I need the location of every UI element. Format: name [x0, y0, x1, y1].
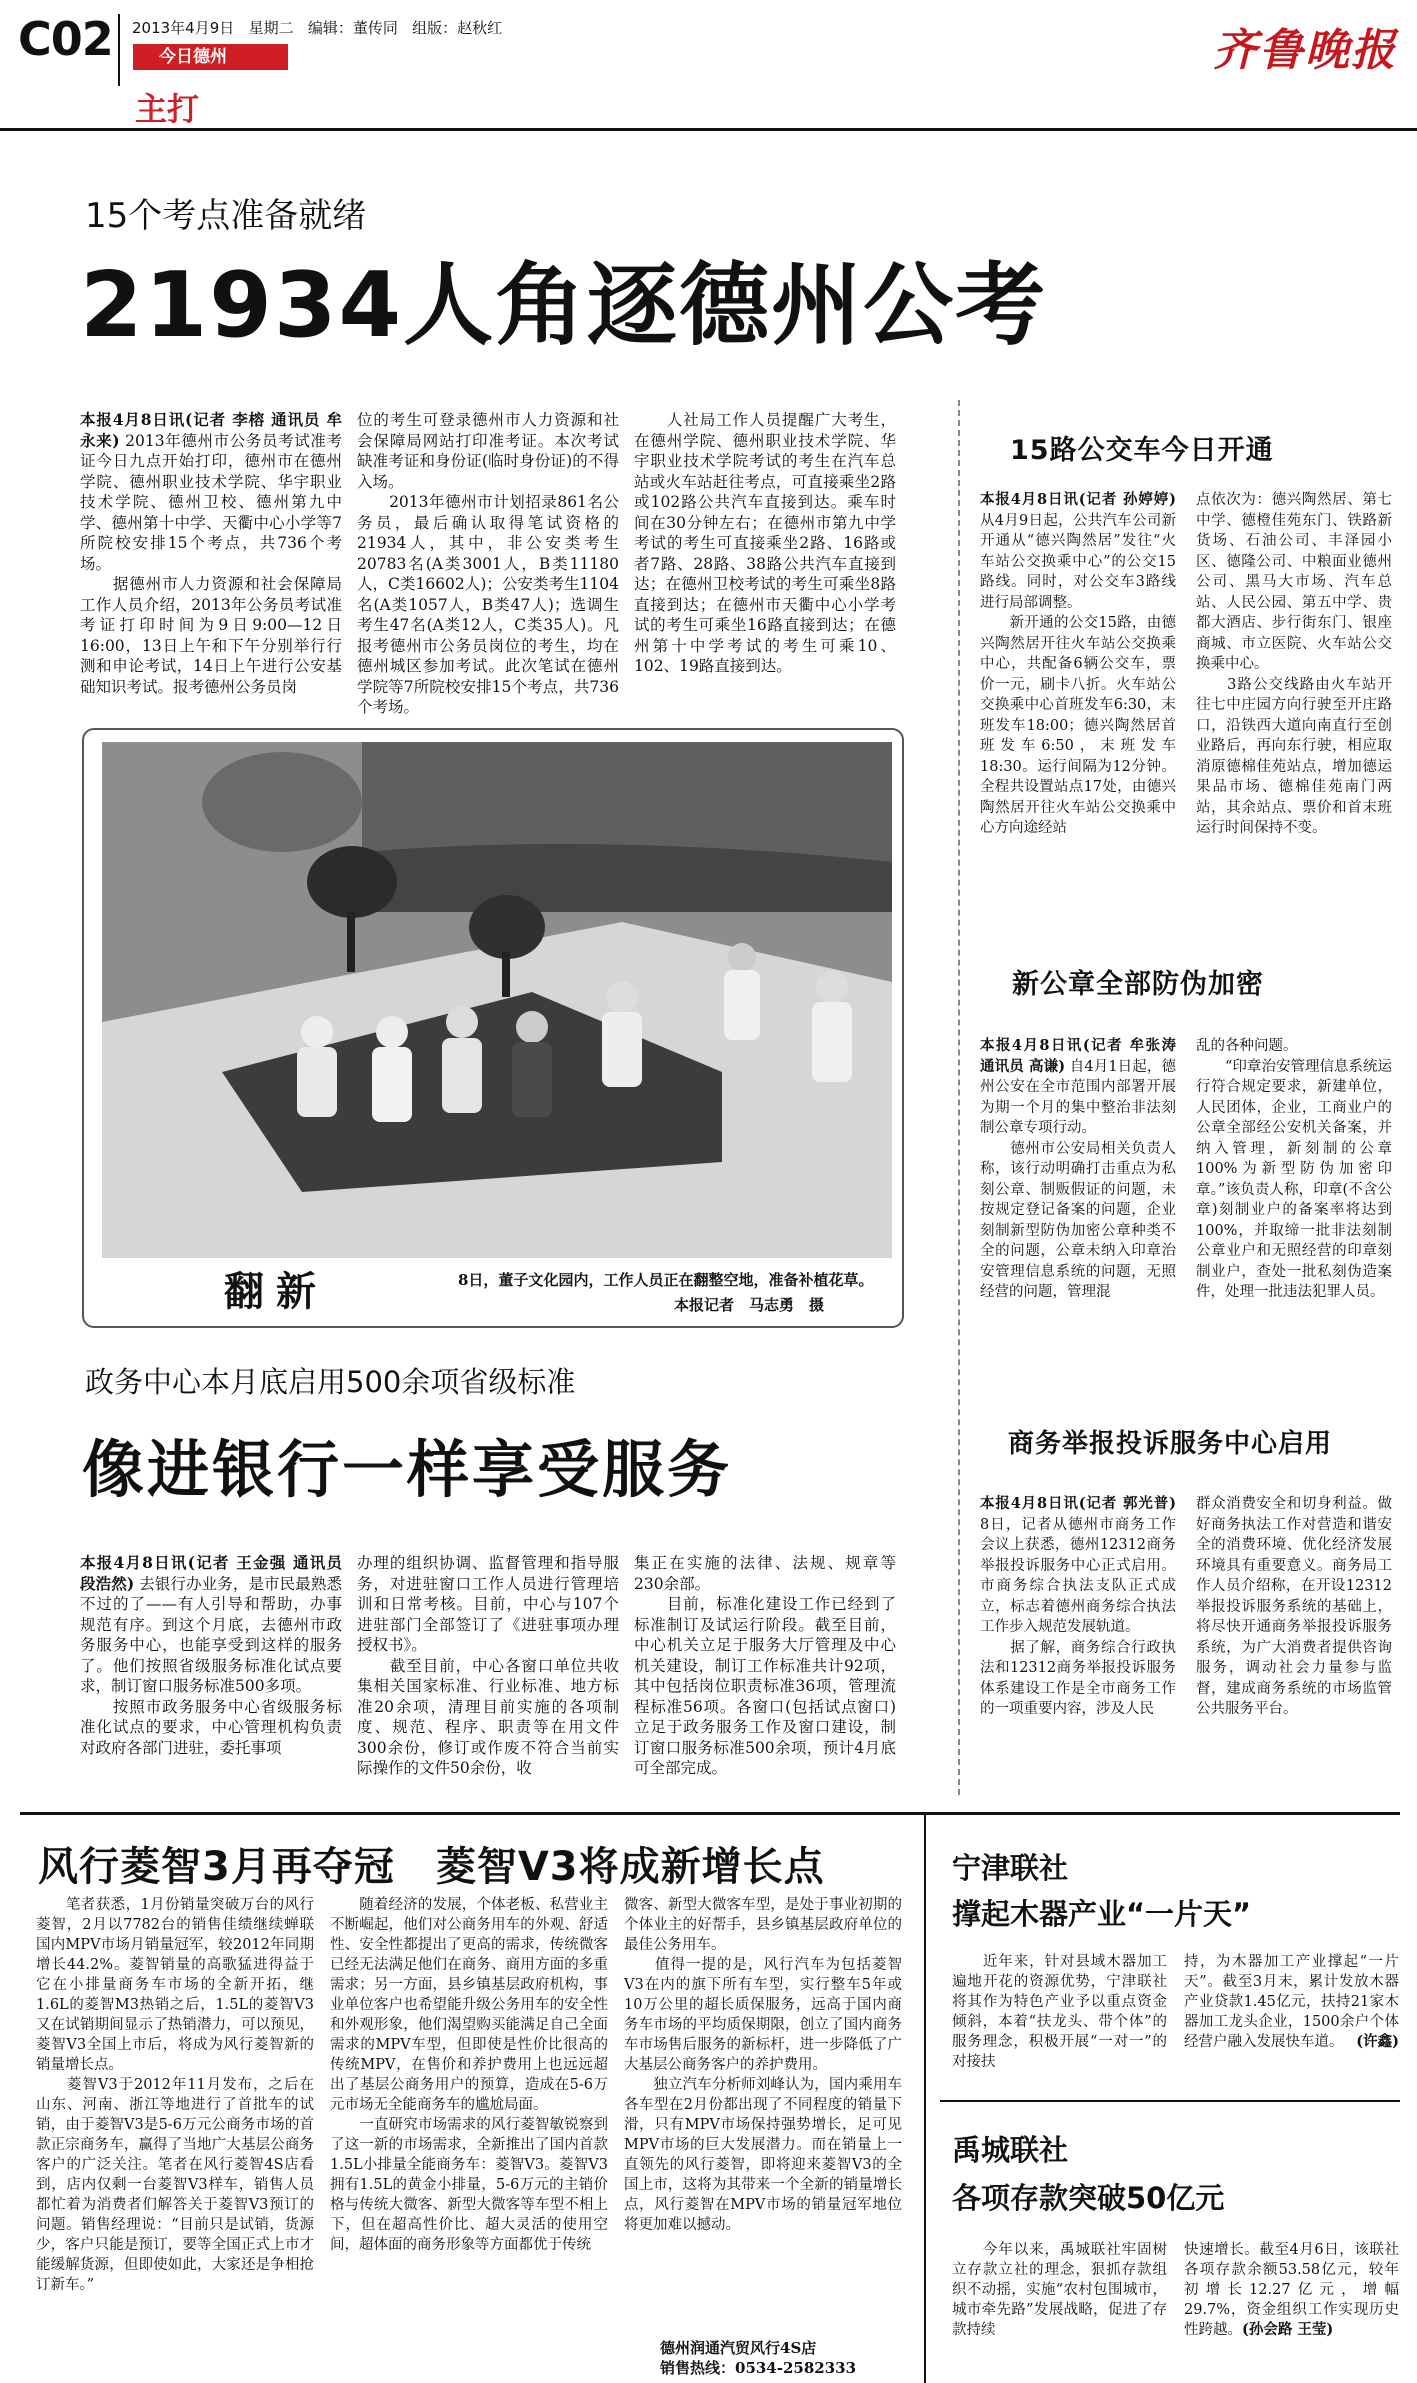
service-headline: 像进银行一样享受服务	[82, 1433, 733, 1506]
seal-col1	[980, 1036, 1176, 1303]
service-col2	[357, 1553, 619, 1779]
service-col1	[80, 1553, 342, 1758]
yucheng-author: (孙会路 王莹)	[1242, 2321, 1334, 2338]
top-story-text-3: 人社局工作人员提醒广大考生，在德州学院、德州职业技术学院、华宇职业技术学院考试的考生在汽车总站或火车站赶往考点，可直接乘坐2路或102路公共汽车直接到达。乘车时间在30分钟左右；在德州市第九中学考试的考生可直接乘坐2路、16路或者7路、28路、38路公共汽车直接到达；在德州卫校考试的考生可乘坐8路直接到达；在德州市天衢中心小学考试的考生可乘坐16路直接到达；在德州第十中学考试的考生可乘10、102、19路直接到达。	[634, 411, 896, 675]
yucheng-text-1: 今年以来，禹城联社牢固树立存款立社的理念，狠抓存款组织不动摇，实施“农村包围城市，城市牵先路”发展战略，促进了存款持续	[952, 2242, 1167, 2338]
section-tag-label: 今日德州	[159, 47, 227, 67]
complaint-col1	[980, 1494, 1176, 1720]
top-story-col1	[80, 410, 342, 697]
ad-col1	[36, 1895, 314, 2295]
masthead-logo: 齐鲁晚报	[1213, 25, 1397, 76]
seal-text-2: 乱的各种问题。 “印章治安管理信息系统运行符合规定要求，新建单位，人民团体，企业，工商业户的公章全部经公安机关备案，并纳入管理，新刻制的公章100%为新型防伪加密印章。”该负责人称，印章(不含公章)刻制业户的备案率将达到100%，并取缔一批非法刻制公章业户和无照经营的印章刻制业户，查处一批私刻伪造案件，处理一批违法犯罪人员。	[1196, 1038, 1392, 1300]
photo-caption: 8日，董子文化园内，工作人员正在翻整空地，准备补植花草。	[458, 1271, 874, 1289]
ningjin-headline: 撑起木器产业“一片天”	[952, 1897, 1252, 1931]
bus-headline: 15路公交车今日开通	[1010, 435, 1274, 466]
bottom-right-divider	[924, 1815, 926, 2383]
yucheng-col1	[952, 2240, 1167, 2340]
service-text-3: 集正在实施的法律、法规、规章等230余部。 目前，标准化建设工作已经到了标准制订及试运行阶段。截至目前，中心机关立足于服务大厅管理及中心机关建设，制订工作标准共计92项，其中包括岗位职责标准36项，管理流程标准56项。各窗口(包括试点窗口)立足于政务服务工作及窗口建设，制订窗口服务标准500余项，预计4月底可全部完成。	[634, 1554, 896, 1777]
top-story-col3	[634, 410, 896, 677]
complaint-text-1: 8日，记者从德州市商务工作会议上获悉，德州12312商务举报投诉服务中心正式启用。市商务综合执法支队正式成立，标志着德州商务综合执法工作步入规范发展轨道。 据了解，商务综合行政执法和12312商务举报投诉服务体系建设工作是全市商务工作的一项重要内容，涉及人民	[980, 1516, 1176, 1717]
section-tag	[133, 44, 288, 70]
ad-col2	[330, 1895, 608, 2255]
ad-dealer: 德州润通汽贸风行4S店	[660, 2339, 817, 2357]
top-story-col2	[357, 410, 619, 718]
header-rule	[0, 128, 1417, 131]
bus-text-1: 从4月9日起，公共汽车公司新开通从“德兴陶然居”发往“火车站公交换乘中心”的公交15路线。同时，对公交车3路线进行局部调整。 新开通的公交15路，由德兴陶然居开往火车站公交换乘中心，共配备6辆公交车，票价一元，刷卡八折。火车站公交换乘中心首班发车6:30，末班发车18:00；德兴陶然居首班发车6:50，末班发车18:30。运行间隔为12分钟。全程共设置站点17处，由德兴陶然居开往火车站公交换乘中心方向途经站	[980, 512, 1176, 836]
service-kicker: 政务中心本月底启用500余项省级标准	[85, 1365, 576, 1399]
complaint-text-2: 群众消费安全和切身利益。做好商务执法工作对营造和谐安全的消费环境、优化经济发展环境具有重要意义。商务局工作人员介绍称，在开设12312举报投诉服务系统的基础上，将尽快开通商务举报投诉服务系统，为广大消费者提供咨询服务，调动社会力量参与监督，建成商务系统的市场监管公共服务平台。	[1196, 1496, 1392, 1717]
ad-headline: 风行菱智3月再夺冠 菱智V3将成新增长点	[38, 1844, 825, 1890]
ningjin-yucheng-rule	[940, 2100, 1400, 2102]
top-story-headline: 21934人角逐德州公考	[80, 253, 1048, 358]
ad-text-3: 微客、新型大微客车型，是处于事业初期的个体业主的好帮手，县乡镇基层政府单位的最佳公务用车。 值得一提的是，风行汽车为包括菱智V3在内的旗下所有车型，实行整车5年或10万公里的超长质保服务，远高于国内商务车市场的平均质保期限，创立了国内商务车市场售后服务的新标杆，进一步降低了广大基层公商务客户的养护费用。 独立汽车分析师刘峰认为，国内乘用车各车型在2月份都出现了不同程度的销量下滑，只有MPV市场保持强势增长，足可见MPV市场的巨大发展潜力。而在销量上一直领先的风行菱智，即将迎来菱智V3的全国上市，这将为其带来一个全新的销量增长点，风行菱智在MPV市场的销量冠军地位将更加难以撼动。	[624, 1897, 902, 2233]
seal-col2	[1196, 1036, 1392, 1303]
top-story-text-1: 2013年德州市公务员考试准考证今日九点开始打印，德州市在德州学院、德州职业技术学院、华宇职业技术学院、德州卫校、德州第九中学、德州第十中学、天衢中心小学等7所院校安排15个考点，共736个考场。 据德州市人力资源和社会保障局工作人员介绍，2013年公务员考试准考证打印时间为9日9:00—12日16:00，13日上午和下午分别举行行测和申论考试，14日上午进行公安基础知识考试。报考德州公务员岗	[80, 431, 342, 696]
ningjin-kicker: 宁津联社	[952, 1851, 1069, 1885]
photo-scene	[102, 742, 892, 1258]
yucheng-kicker: 禹城联社	[952, 2133, 1069, 2167]
service-byline: 本报4月8日讯(记者 王金强 通讯员 段浩然)	[80, 1553, 342, 1593]
right-column-divider	[958, 400, 960, 1795]
complaint-byline: 本报4月8日讯(记者 郭光普)	[980, 1495, 1176, 1512]
bus-byline: 本报4月8日讯(记者 孙婷婷)	[980, 491, 1176, 508]
ad-text-2: 随着经济的发展，个体老板、私营业主不断崛起，他们对公商务用车的外观、舒适性、安全性都提出了更高的需求，传统微客已经无法满足他们在商务、商用方面的多重需求；另一方面，县乡镇基层政府机构，事业单位客户也希望能升级公务用车的安全性和外观形象，他们渴望购买能满足自己全面需求的MPV车型，但即使是性价比很高的传统MPV，在售价和养护费用上也远远超出了基层公商务用户的预算，造成在5-6万元市场无全能商务车的尴尬局面。 一直研究市场需求的风行菱智敏锐察到了这一新的市场需求，全新推出了国内首款1.5L小排量全能商务车：菱智V3。菱智V3拥有1.5L的黄金小排量，5-6万元的主销价格与传统大微客、新型大微客等车型不相上下，但在超高性价比、超大灵活的使用空间，超体面的商务形象等方面都优于传统	[330, 1897, 608, 2253]
ningjin-author: (许鑫)	[1356, 2033, 1399, 2050]
yucheng-text-2: 快速增长。截至4月6日，该联社各项存款余额53.58亿元，较年初增长12.27亿元，增幅29.7%，资金组织工作实现历史性跨越。	[1184, 2242, 1399, 2338]
service-text-2: 办理的组织协调、监督管理和指导服务，对进驻窗口工作人员进行管理培训和日常考核。目前，中心与107个进驻部门全部签订了《进驻事项办理授权书》。 截至目前，中心各窗口单位共收集相关国家标准、行业标准、地方标准20余项，清理目前实施的各项制度、规范、程序、职责等在用文件300余份，修订或作废不符合当前实际操作的文件50余份，收	[357, 1554, 619, 1777]
header-divider	[118, 14, 120, 86]
service-col3	[634, 1553, 896, 1779]
photo-image	[102, 742, 892, 1258]
top-story-text-2: 位的考生可登录德州市人力资源和社会保障局网站打印准考证。本次考试缺准考证和身份证(临时身份证)的不得入场。 2013年德州市计划招录861名公务员，最后确认取得笔试资格的21934人，其中，非公安类考生20783名(A类3001人，B类11180人，C类16602人)；公安类考生1104名(A类1057人，B类47人)；选调生考生47名(A类12人，C类35人)。凡报考德州市公务员岗位的考生，均在德州城区参加考试。此次笔试在德州学院等7所院校安排15个考点，共736个考场。	[357, 411, 619, 716]
page-code: C02	[18, 12, 113, 66]
bus-col1	[980, 490, 1176, 839]
ningjin-text-2: 持，为木器加工产业撑起“一片天”。截至3月末，累计发放木器产业贷款1.45亿元，扶持21家木器加工龙头企业，1500余户个体经营户融入发展快车道。	[1184, 1954, 1399, 2050]
seal-headline: 新公章全部防伪加密	[1012, 969, 1264, 1000]
seal-byline: 本报4月8日讯(记者 牟张涛 通讯员 高谦)	[980, 1037, 1176, 1075]
photo-frame	[82, 728, 904, 1328]
service-text-1: 去银行办业务，是市民最熟悉不过的了——有人引导和帮助，办事规范有序。到这个月底，去德州市政务服务中心，也能享受到这样的服务了。他们按照省级服务标准化试点要求，制订窗口服务标准500多项。 按照市政务服务中心省级服务标准化试点的要求，中心管理机构负责对政府各部门进驻，委托事项	[80, 1574, 342, 1757]
photo-credit: 本报记者 马志勇 摄	[674, 1296, 825, 1314]
ningjin-col1	[952, 1952, 1167, 2072]
ad-phone: 销售热线：0534-2582333	[660, 2359, 857, 2377]
top-story-byline: 本报4月8日讯(记者 李榕 通讯员 牟永来)	[80, 410, 342, 450]
section-sub: 主打	[135, 90, 200, 128]
yucheng-headline: 各项存款突破50亿元	[952, 2181, 1225, 2215]
ad-text-1: 笔者获悉，1月份销量突破万台的风行菱智，2月以7782台的销售佳绩继续蝉联国内MPV市场月销量冠军，较2012年同期增长44.2%。菱智销量的高歌猛进得益于它在小排量商务车市场的全新开拓，继1.6L的菱智M3热销之后，1.5L的菱智V3又在试销期间显示了热销潜力，可以预见，菱智V3全国上市后，将成为风行菱智新的销量增长点。 菱智V3于2012年11月发布，之后在山东、河南、浙江等地进行了首批车的试销，由于菱智V3是5-6万元公商务市场的首款正宗商务车，赢得了当地广大基层公商务客户的广泛关注。笔者在风行菱智4S店看到，店内仅剩一台菱智V3样车，销售人员都忙着为消费者们解答关于菱智V3预订的问题。销售经理说：“目前只是试销，货源少，客户只能是预订，要等全国正式上市才能缓解货源，但即使如此，大家还是争相抢订新车。”	[36, 1897, 314, 2293]
complaint-headline: 商务举报投诉服务中心启用	[1008, 1429, 1333, 1459]
header-meta: 2013年4月9日 星期二 编辑：董传同 组版：赵秋红	[132, 19, 503, 37]
photo-title: 翻新	[224, 1268, 328, 1315]
seal-text-1: 自4月1日起，德州公安在全市范围内部署开展为期一个月的集中整治非法刻制公章专项行动。 德州市公安局相关负责人称，该行动明确打击重点为私刻公章、制贩假证的问题，未按规定登记备案的问题，企业刻制新型防伪加密公章种类不全的问题，公章未纳入印章治安管理信息系统的问题，无照经营的问题，管理混	[980, 1058, 1176, 1300]
bottom-rule	[20, 1812, 1400, 1815]
bus-text-2: 点依次为：德兴陶然居、第七中学、德橙佳苑东门、铁路新货场、石油公司、丰泽园小区、德隆公司、中粮面业德州公司、黑马大市场、汽车总站、人民公园、第五中学、贵都大酒店、步行街东门、银座商城、市立医院、火车站公交换乘中心。 3路公交线路由火车站开往七中庄园方向行驶至开庄路口，沿铁西大道向南直行至创业路后，再向东行驶，相应取消原德棉佳苑站点，增加德运果品市场、德棉佳苑南门两站，其余站点、票价和首末班运行时间保持不变。	[1196, 492, 1392, 836]
bus-col2	[1196, 490, 1392, 839]
yucheng-col2	[1184, 2240, 1399, 2340]
ningjin-text-1: 近年来，针对县域木器加工遍地开花的资源优势，宁津联社将其作为特色产业予以重点资金倾斜，本着“扶龙头、带个体”的服务理念，积极开展“一对一”的对接扶	[952, 1954, 1167, 2070]
top-story-kicker: 15个考点准备就绪	[85, 196, 367, 236]
ningjin-col2	[1184, 1952, 1399, 2052]
ad-col3	[624, 1895, 902, 2235]
complaint-col2	[1196, 1494, 1392, 1720]
